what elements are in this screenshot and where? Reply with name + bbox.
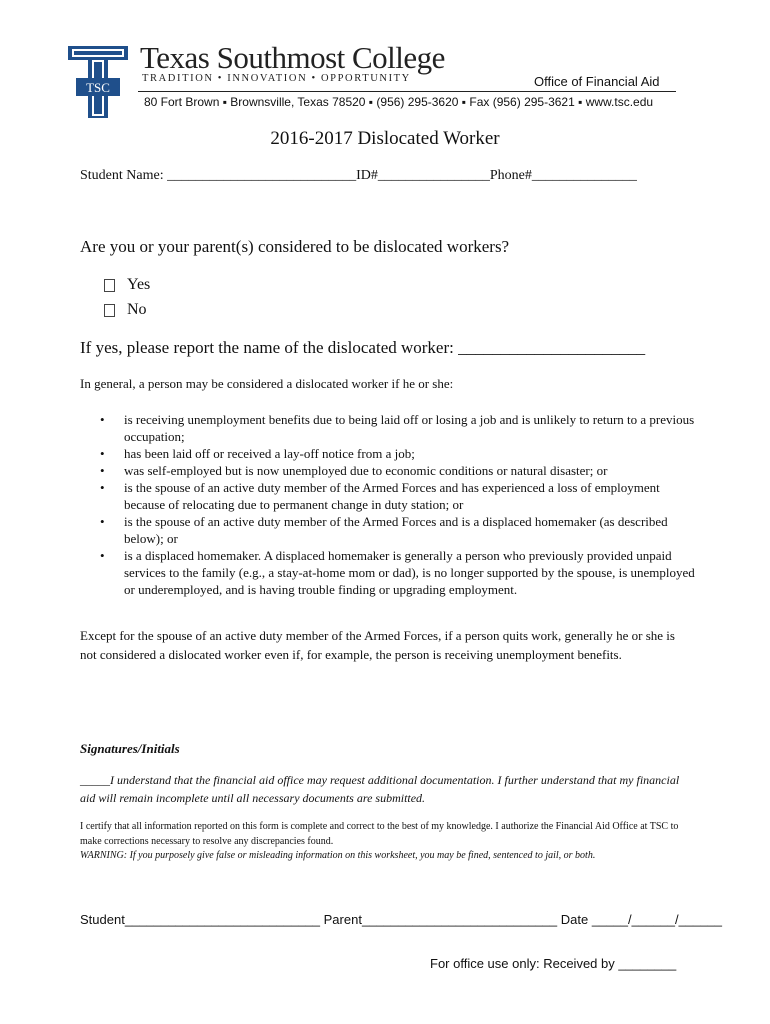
student-info-line[interactable]: Student Name: ___________________________ID#________________Phone#_______________ [80,168,637,183]
criteria-item: • is receiving unemployment benefits due to being laid off or losing a job and is unlikely to return to a previous occupation; [100,411,700,445]
dislocated-worker-question: Are you or your parent(s) considered to be dislocated workers? [80,237,510,256]
college-tagline: TRADITION • INNOVATION • OPPORTUNITY [142,73,411,84]
criteria-list [100,411,700,598]
certification-statement: I certify that all information reported on this form is complete and correct to the best of my knowledge. I authorize the Financial Aid Office at TSC to make corrections necessary to resolve any discrepancies found. [80,821,679,847]
college-logo [66,44,130,120]
criteria-item: • was self-employed but is now unemployed due to economic conditions or natural disaster; or [100,462,700,479]
criteria-item: • is a displaced homemaker. A displaced homemaker is generally a person who previously provided unpaid services to the family (e.g., a stay-at-home mom or dad), is no longer supported by the spouse, is unemployed or underemployed, and is having trouble finding or upgrading employment. [100,547,700,598]
office-use-line: For office use only: Received by ________ [430,956,677,971]
definition-intro: In general, a person may be considered a dislocated worker if he or she: [80,376,454,391]
warning-statement: WARNING: If you purposely give false or misleading information on this worksheet, you may be fined, sentenced to jail, or both. [80,850,596,861]
signatures-heading: Signatures/Initials [80,741,180,756]
criteria-item: • is the spouse of an active duty member of the Armed Forces and is a displaced homemaker (as described below); or [100,513,700,547]
college-address: 80 Fort Brown ▪ Brownsville, Texas 78520 ▪ (956) 295-3620 ▪ Fax (956) 295-3621 ▪ www.tsc.edu [144,95,654,109]
option-no-label: No [127,301,147,318]
checkbox-no[interactable] [104,304,115,317]
checkbox-yes[interactable] [104,279,115,292]
option-yes-label: Yes [127,276,151,293]
worker-name-prompt[interactable]: If yes, please report the name of the dislocated worker: ______________________ [80,338,646,357]
criteria-item: • has been laid off or received a lay-off notice from a job; [100,445,700,462]
office-name: Office of Financial Aid [534,74,660,89]
logo-text: TSC [86,80,110,95]
header-rule [138,91,676,92]
signature-line[interactable]: Student___________________________ Parent___________________________ Date _____/______/______ [80,912,722,927]
exception-paragraph: Except for the spouse of an active duty member of the Armed Forces, if a person quits work, generally he or she is not considered a dislocated worker even if, for example, the person is receiving unemployment benefits. [80,628,675,662]
document-title: 2016-2017 Dislocated Worker [270,128,500,149]
criteria-item: • is the spouse of an active duty member of the Armed Forces and has experienced a loss of employment because of relocating due to permanent change in duty station; or [100,479,700,513]
option-no[interactable] [104,301,147,319]
option-yes[interactable] [104,276,150,294]
acknowledgement-statement[interactable]: _____I understand that the financial aid office may request additional documentation. I further understand that my financial aid will remain incomplete until all necessary documents are submitted. [80,773,680,805]
college-name: Texas Southmost College [140,40,445,75]
